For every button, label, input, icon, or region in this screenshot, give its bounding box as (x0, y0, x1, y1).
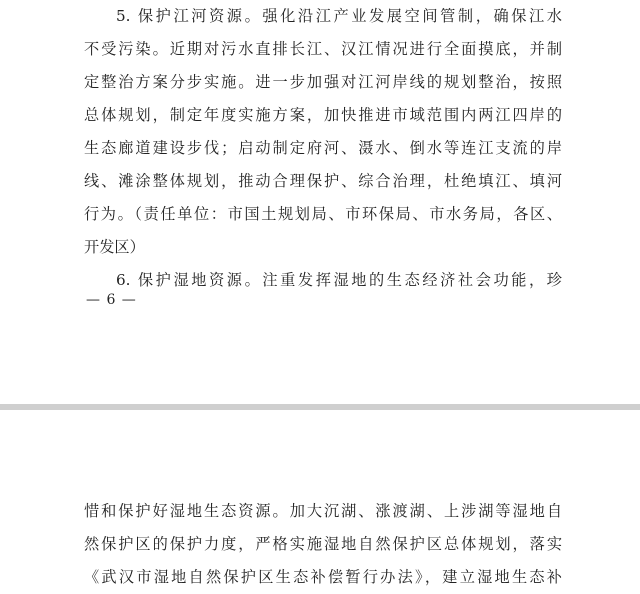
paragraph-5-line-3: 定整治方案分步实施。进一步加强对江河岸线的规划整治，按照 (84, 73, 562, 91)
paragraph-6-line-4: 《武汉市湿地自然保护区生态补偿暂行办法》，建立湿地生态补 (84, 568, 562, 586)
page-number: — 6 — (86, 292, 137, 308)
page-7-body-text (84, 495, 562, 594)
paragraph-6-line-2: 惜和保护好湿地生态资源。加大沉湖、涨渡湖、上涉湖等湿地自 (84, 502, 562, 520)
paragraph-6-line-1: 6. 保护湿地资源。注重发挥湿地的生态经济社会功能，珍 (116, 271, 562, 289)
paragraph-5-line-5: 生态廊道建设步伐；启动制定府河、滠水、倒水等连江支流的岸 (84, 139, 562, 157)
document-page-7 (0, 410, 640, 591)
paragraph-6-line-3: 然保护区的保护力度，严格实施湿地自然保护区总体规划，落实 (84, 535, 562, 553)
paragraph-5-line-1: 5. 保护江河资源。强化沿江产业发展空间管制，确保江水 (116, 7, 562, 25)
paragraph-5-line-2: 不受污染。近期对污水直排长江、汉江情况进行全面摸底，并制 (84, 40, 562, 58)
paragraph-5-line-4: 总体规划，制定年度实施方案，加快推进市域范围内两江四岸的 (84, 106, 562, 124)
page-6-body-text (84, 0, 562, 297)
paragraph-5-line-7: 行为。（责任单位：市国土规划局、市环保局、市水务局，各区、 (84, 205, 562, 223)
paragraph-5-line-8: 开发区） (84, 238, 145, 256)
paragraph-5-line-6: 线、滩涂整体规划，推动合理保护、综合治理，杜绝填江、填河 (84, 172, 562, 190)
